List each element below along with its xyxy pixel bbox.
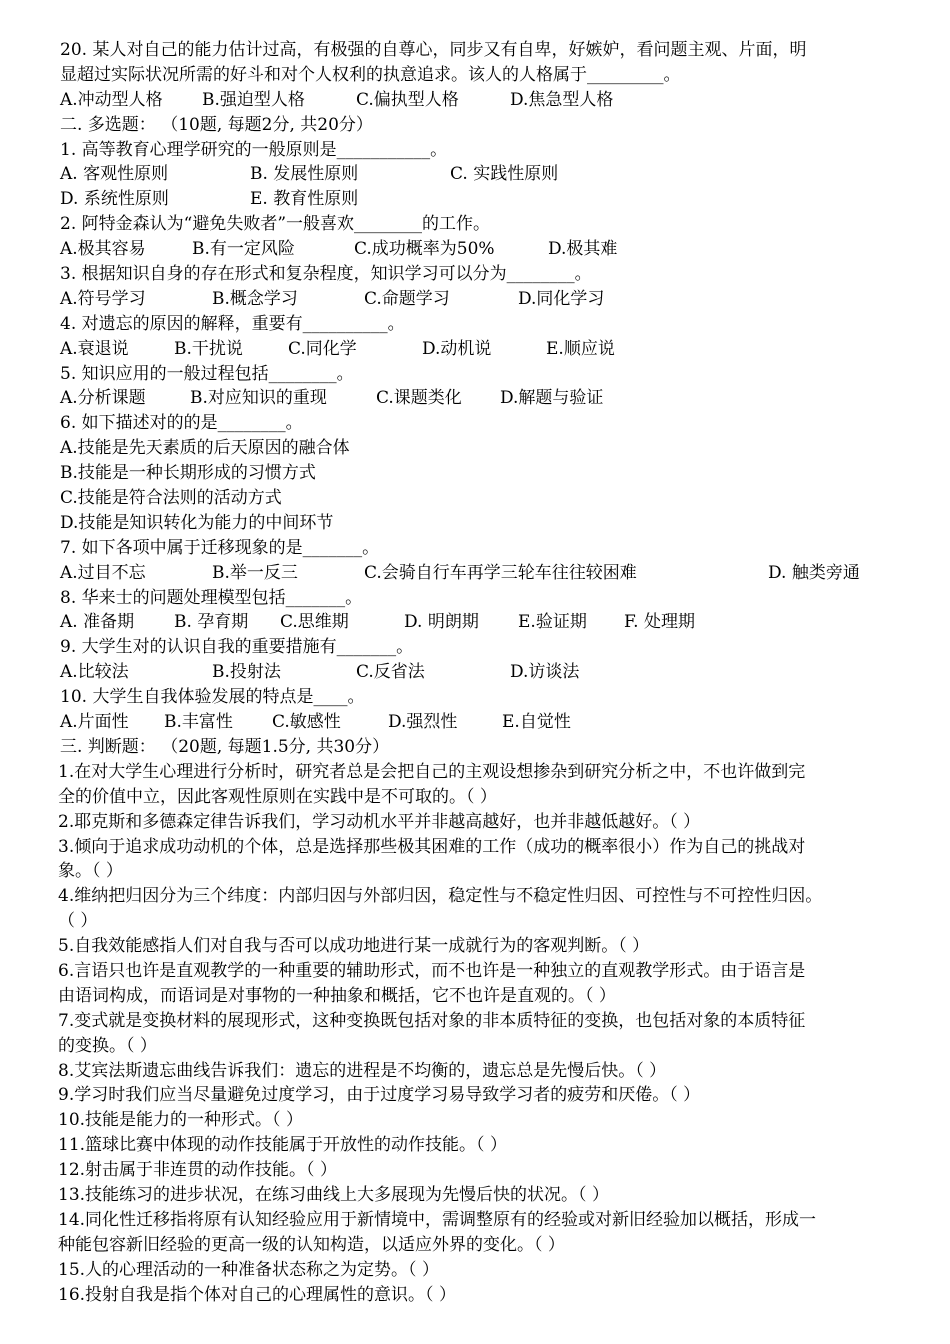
question-20-options: [60, 88, 930, 113]
judge-line: （ ）: [58, 911, 98, 932]
option: E.自觉性: [502, 712, 571, 733]
judge-line: 由语词构成，而语词是对事物的一种抽象和概括，它不也许是直观的。（ ）: [58, 985, 616, 1006]
multi-question-4-options: [60, 337, 930, 362]
judge-line: 3.倾向于追求成功动机的个体，总是选择那些极其困难的工作（成功的概率很小）作为自己的挑战对: [58, 836, 806, 857]
option: D.极其难: [548, 239, 618, 260]
section-2-title: 二. 多选题： （10题, 每题2分, 共20分）: [60, 114, 373, 135]
judge-question-15: 15.人的心理活动的一种准备状态称之为定势。（ ）: [58, 1259, 439, 1280]
option: D.同化学习: [518, 288, 605, 309]
option: A.极其容易: [60, 239, 146, 260]
multi-question-1-options-2: [60, 187, 930, 212]
option: A.符号学习: [60, 288, 146, 309]
judge-line: 6.言语只也许是直观教学的一种重要的辅助形式，而不也许是一种独立的直观教学形式。由于语言是: [58, 960, 806, 981]
option: D.强烈性: [388, 712, 458, 733]
multi-question-2-options: [60, 237, 930, 262]
multi-question-10: 10. 大学生自我体验发展的特点是____。: [60, 687, 365, 708]
multi-question-1-options: [60, 162, 930, 187]
option: A. 客观性原则: [60, 164, 169, 185]
option: B.举一反三: [212, 562, 298, 583]
option: B.概念学习: [212, 288, 298, 309]
option: B.对应知识的重现: [190, 388, 327, 409]
judge-question-11: 11.篮球比赛中体现的动作技能属于开放性的动作技能。（ ）: [58, 1135, 507, 1156]
option: C.同化学: [288, 338, 357, 359]
multi-question-3: 3. 根据知识自身的存在形式和复杂程度，知识学习可以分为________。: [60, 264, 592, 285]
judge-question-14: [60, 1208, 930, 1258]
multi-question-10-options: [60, 710, 930, 735]
multi-question-1: 1. 高等教育心理学研究的一般原则是___________。: [60, 139, 448, 160]
option: C.思维期: [280, 612, 349, 633]
judge-question-16: 16.投射自我是指个体对自己的心理属性的意识。（ ）: [58, 1284, 456, 1305]
multi-question-6-option-a: A.技能是先天素质的后天原因的融合体: [60, 438, 350, 459]
judge-line: 1.在对大学生心理进行分析时，研究者总是会把自己的主观设想掺杂到研究分析之中，不也许做到完: [58, 761, 806, 782]
judge-line: 全的价值中立，因此客观性原则在实践中是不可取的。（ ）: [58, 786, 497, 807]
judge-question-3: [60, 835, 930, 885]
multi-question-5: 5. 知识应用的一般过程包括________。: [60, 363, 354, 384]
option: D. 触类旁通: [768, 562, 860, 583]
option: C.敏感性: [272, 712, 341, 733]
multi-question-6-option-d: D.技能是知识转化为能力的中间环节: [60, 512, 334, 533]
option: C. 实践性原则: [450, 164, 559, 185]
judge-question-1: [60, 760, 930, 810]
option: E.验证期: [518, 612, 587, 633]
multi-question-6-option-b: B.技能是一种长期形成的习惯方式: [60, 463, 316, 484]
option: B.有一定风险: [192, 239, 295, 260]
judge-line: 7.变式就是变换材料的展现形式，这种变换既包括对象的非本质特征的变换，也包括对象的本质特征: [58, 1010, 806, 1031]
judge-question-12: 12.射击属于非连贯的动作技能。（ ）: [58, 1160, 337, 1181]
multi-question-7: 7. 如下各项中属于迁移现象的是_______。: [60, 537, 380, 558]
judge-question-4: [60, 884, 930, 934]
option: B. 发展性原则: [250, 164, 359, 185]
option: B.丰富性: [164, 712, 233, 733]
judge-question-8: 8.艾宾法斯遗忘曲线告诉我们：遗忘的进程是不均衡的，遗忘总是先慢后快。（ ）: [58, 1060, 667, 1081]
section-3-title: 三. 判断题： （20题, 每题1.5分, 共30分）: [60, 736, 390, 757]
judge-question-2: 2.耶克斯和多德森定律告诉我们，学习动机水平并非越高越好，也并非越低越好。（ ）: [58, 811, 701, 832]
multi-question-8-options: [60, 610, 930, 635]
option: D.访谈法: [510, 662, 580, 683]
option: D.焦急型人格: [510, 89, 614, 110]
judge-question-7: [60, 1009, 930, 1059]
option: C.会骑自行车再学三轮车往往较困难: [364, 562, 637, 583]
option: C.偏执型人格: [356, 89, 459, 110]
multi-question-9-options: [60, 660, 930, 685]
judge-line: 14.同化性迁移指将原有认知经验应用于新情境中，需调整原有的经验或对新旧经验加以概括，形成一: [58, 1209, 817, 1230]
multi-question-6-option-c: C.技能是符合法则的活动方式: [60, 488, 282, 509]
exam-page: [60, 38, 930, 1307]
multi-question-3-options: [60, 287, 930, 312]
question-20-line-2: 显超过实际状况所需的好斗和对个人权利的执意追求。该人的人格属于_________。: [60, 64, 681, 85]
multi-question-2: 2. 阿特金森认为“避免失败者”一般喜欢________的工作。: [60, 214, 491, 235]
judge-question-6: [60, 959, 930, 1009]
option: B.强迫型人格: [202, 89, 305, 110]
option: C.反省法: [356, 662, 425, 683]
judge-question-10: 10.技能是能力的一种形式。（ ）: [58, 1110, 303, 1131]
judge-line: 4.维纳把归因分为三个纬度：内部归因与外部归因，稳定性与不稳定性归因、可控性与不可控性归因。: [58, 886, 823, 907]
option: A. 准备期: [60, 612, 135, 633]
multi-question-4: 4. 对遗忘的原因的解释，重要有__________。: [60, 313, 405, 334]
multi-question-5-options: [60, 386, 930, 411]
multi-question-8: 8. 华来士的问题处理模型包括_______。: [60, 587, 363, 608]
option: B.干扰说: [174, 338, 243, 359]
judge-question-9: 9.学习时我们应当尽量避免过度学习，由于过度学习易导致学习者的疲劳和厌倦。（ ）: [58, 1085, 701, 1106]
multi-question-6: 6. 如下描述对的的是________。: [60, 413, 303, 434]
option: F. 处理期: [624, 612, 695, 633]
option: A.片面性: [60, 712, 129, 733]
option: D.解题与验证: [500, 388, 604, 409]
option: B. 孕育期: [174, 612, 249, 633]
option: A.比较法: [60, 662, 129, 683]
judge-line: 的变换。（ ）: [58, 1035, 157, 1056]
question-20-line-1: 20. 某人对自己的能力估计过高，有极强的自尊心，同步又有自卑，好嫉妒，看问题主观、片面，明: [60, 40, 807, 60]
option: E.顺应说: [546, 338, 615, 359]
option: E. 教育性原则: [250, 189, 359, 210]
option: D.动机说: [422, 338, 492, 359]
option: C.课题类化: [376, 388, 462, 409]
judge-question-13: 13.技能练习的进步状况，在练习曲线上大多展现为先慢后快的状况。（ ）: [58, 1184, 609, 1205]
option: D. 系统性原则: [60, 189, 169, 210]
judge-question-5: 5.自我效能感指人们对自我与否可以成功地进行某一成就行为的客观判断。（ ）: [58, 936, 650, 957]
option: A.冲动型人格: [60, 89, 163, 110]
judge-line: 种能包容新旧经验的更高一级的认知构造，以适应外界的变化。（ ）: [58, 1234, 565, 1255]
option: A.过目不忘: [60, 562, 146, 583]
judge-line: 象。（ ）: [58, 861, 123, 882]
option: C.命题学习: [364, 288, 450, 309]
option: B.投射法: [212, 662, 281, 683]
multi-question-7-options: [60, 561, 930, 586]
option: C.成功概率为50%: [354, 239, 495, 260]
option: D. 明朗期: [404, 612, 479, 633]
option: A.衰退说: [60, 338, 129, 359]
option: A.分析课题: [60, 388, 146, 409]
multi-question-9: 9. 大学生对的认识自我的重要措施有_______。: [60, 637, 414, 658]
